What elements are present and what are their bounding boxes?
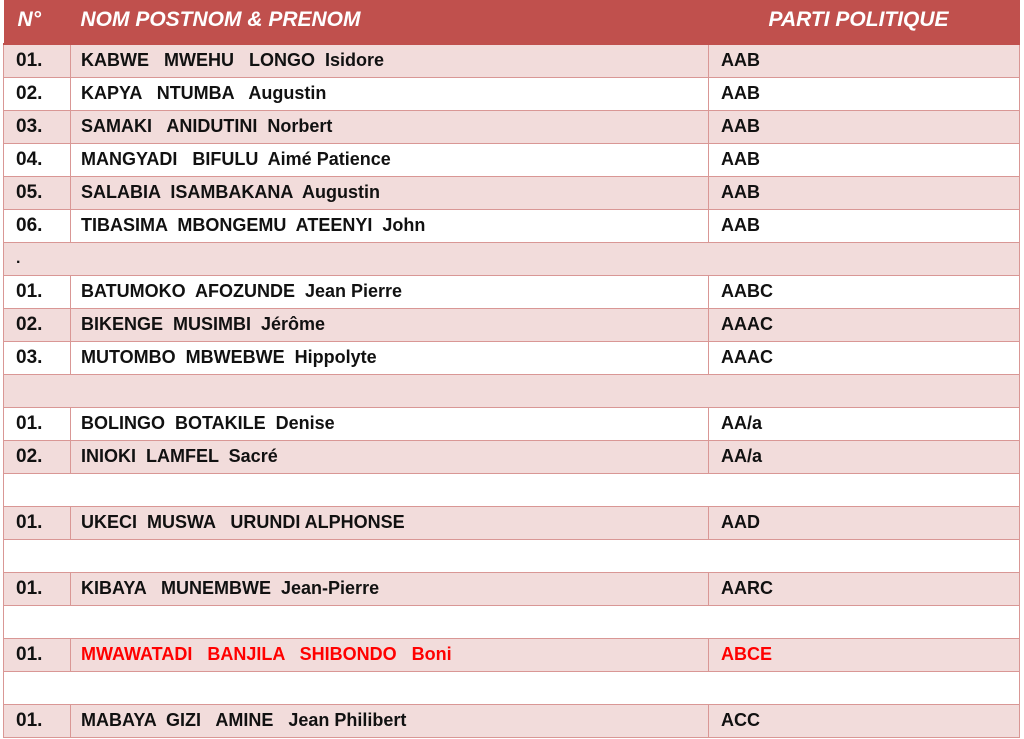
row-name: MWAWATADI BANJILA SHIBONDO Boni <box>71 638 709 671</box>
separator-row <box>4 539 1020 572</box>
row-number: 01. <box>4 407 71 440</box>
separator-row <box>4 605 1020 638</box>
table-row <box>4 110 1020 143</box>
row-name: KABWE MWEHU LONGO Isidore <box>71 44 709 77</box>
row-name: BATUMOKO AFOZUNDE Jean Pierre <box>71 275 709 308</box>
row-name: SALABIA ISAMBAKANA Augustin <box>71 176 709 209</box>
row-party: ABCE <box>709 638 1020 671</box>
row-number: 02. <box>4 308 71 341</box>
row-party: AAB <box>709 209 1020 242</box>
separator-row <box>4 671 1020 704</box>
row-name: TIBASIMA MBONGEMU ATEENYI John <box>71 209 709 242</box>
separator-row <box>4 374 1020 407</box>
separator-cell <box>4 605 1020 638</box>
table-row <box>4 143 1020 176</box>
header-name: NOM POSTNOM & PRENOM <box>71 0 709 44</box>
row-number: 01. <box>4 44 71 77</box>
row-number: 01. <box>4 506 71 539</box>
separator-cell <box>4 539 1020 572</box>
row-number: 04. <box>4 143 71 176</box>
row-party: AAAC <box>709 308 1020 341</box>
row-party: AARC <box>709 572 1020 605</box>
row-party: AAB <box>709 77 1020 110</box>
row-name: INIOKI LAMFEL Sacré <box>71 440 709 473</box>
table-row <box>4 308 1020 341</box>
separator-cell <box>4 374 1020 407</box>
table-row <box>4 77 1020 110</box>
table-row <box>4 44 1020 77</box>
row-party: AA/a <box>709 407 1020 440</box>
separator-row <box>4 242 1020 275</box>
row-number: 05. <box>4 176 71 209</box>
row-name: KIBAYA MUNEMBWE Jean-Pierre <box>71 572 709 605</box>
separator-cell <box>4 671 1020 704</box>
row-name: SAMAKI ANIDUTINI Norbert <box>71 110 709 143</box>
candidate-list-sheet <box>3 0 1019 738</box>
row-number: 01. <box>4 275 71 308</box>
table-header-row <box>4 0 1020 44</box>
row-party: AAD <box>709 506 1020 539</box>
row-party: AAB <box>709 110 1020 143</box>
row-number: 01. <box>4 638 71 671</box>
separator-cell <box>4 473 1020 506</box>
row-name: UKECI MUSWA URUNDI ALPHONSE <box>71 506 709 539</box>
row-name: BIKENGE MUSIMBI Jérôme <box>71 308 709 341</box>
row-name: MANGYADI BIFULU Aimé Patience <box>71 143 709 176</box>
row-party: AA/a <box>709 440 1020 473</box>
header-party: PARTI POLITIQUE <box>709 0 1020 44</box>
separator-cell: . <box>4 242 1020 275</box>
row-party: AAB <box>709 44 1020 77</box>
row-number: 02. <box>4 440 71 473</box>
candidate-table <box>3 0 1020 738</box>
row-number: 03. <box>4 341 71 374</box>
row-party: AABC <box>709 275 1020 308</box>
header-number: N° <box>4 0 71 44</box>
table-row <box>4 440 1020 473</box>
separator-row <box>4 473 1020 506</box>
row-number: 06. <box>4 209 71 242</box>
table-body <box>4 44 1020 737</box>
table-row <box>4 704 1020 737</box>
row-party: AAB <box>709 143 1020 176</box>
row-number: 01. <box>4 572 71 605</box>
row-party: AAB <box>709 176 1020 209</box>
row-name: BOLINGO BOTAKILE Denise <box>71 407 709 440</box>
row-number: 01. <box>4 704 71 737</box>
table-row <box>4 506 1020 539</box>
table-row <box>4 341 1020 374</box>
table-row <box>4 572 1020 605</box>
table-row <box>4 407 1020 440</box>
row-name: MUTOMBO MBWEBWE Hippolyte <box>71 341 709 374</box>
table-row <box>4 638 1020 671</box>
row-party: AAAC <box>709 341 1020 374</box>
row-party: ACC <box>709 704 1020 737</box>
row-number: 03. <box>4 110 71 143</box>
table-row <box>4 209 1020 242</box>
row-number: 02. <box>4 77 71 110</box>
row-name: MABAYA GIZI AMINE Jean Philibert <box>71 704 709 737</box>
row-name: KAPYA NTUMBA Augustin <box>71 77 709 110</box>
table-row <box>4 275 1020 308</box>
table-row <box>4 176 1020 209</box>
